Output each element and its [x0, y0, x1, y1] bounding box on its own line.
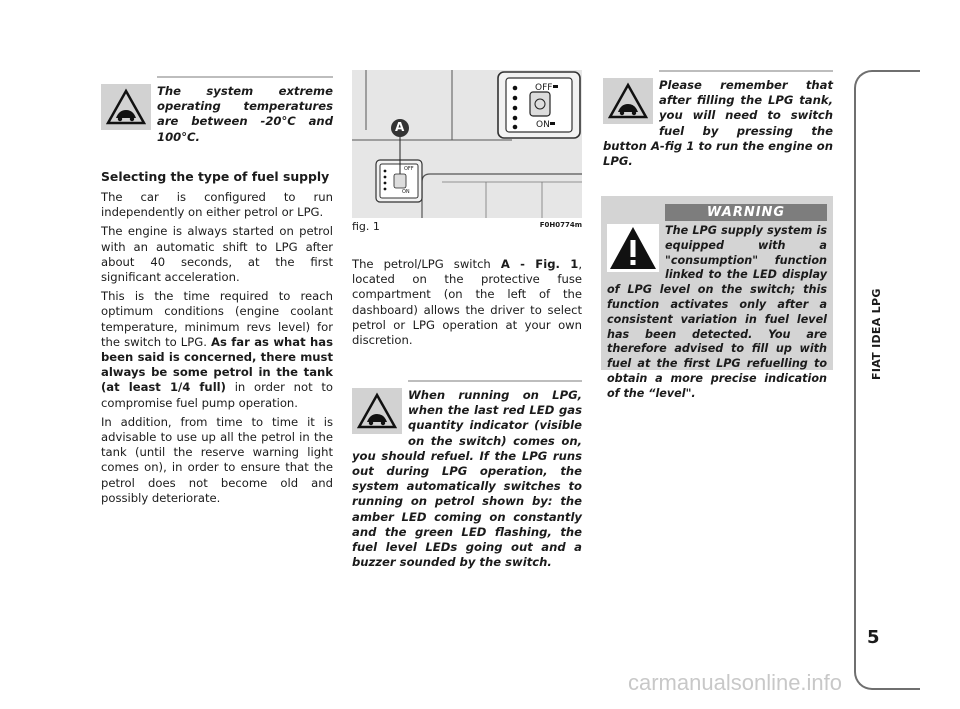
- warning-text: The LPG supply system is equipped with a "consumption" function linked to the LED display of LPG level on the switch; this function activates only after a consistent variation in fuel level has been detected. You are therefore advised to fill up with fuel at the first LPG refuelling to obtain a more precise indication of the “level".: [607, 224, 827, 400]
- refill-note: [603, 70, 833, 169]
- temperature-note-text: The system extreme operating temperatures are between -20°C and 100°C.: [157, 84, 333, 144]
- car-caution-icon: [101, 84, 151, 130]
- column-1: [101, 76, 333, 510]
- warning-box: [601, 196, 833, 400]
- page-number: 5: [867, 627, 880, 648]
- figure-caption: fig. 1: [352, 220, 380, 233]
- paragraph-3-bold: As far as what has been said is concerned, there must always be some petrol in the tank (at least 1/4 full): [101, 334, 334, 395]
- on-label-large: ON: [536, 120, 550, 130]
- off-label-small: OFF: [404, 166, 414, 172]
- switch-paragraph: [352, 257, 582, 348]
- temperature-note: [101, 76, 333, 145]
- car-caution-icon: [603, 78, 653, 124]
- watermark: carmanualsonline.info: [628, 670, 843, 695]
- lpg-running-note: [352, 380, 582, 570]
- section-tab-label: FIAT IDEA LPG: [870, 288, 883, 380]
- warning-title: WARNING: [665, 204, 827, 221]
- on-label-small: ON: [402, 189, 410, 195]
- warning-triangle-icon: [607, 224, 659, 272]
- refill-note-text: Please remember that after filling the LPG tank, you will need to switch fuel by pressing the button A-fig 1 to run the engine on LPG.: [603, 78, 833, 169]
- paragraph-2: The engine is always started on petrol with an automatic shift to LPG after about 40 seconds, at the first significant acceleration.: [101, 224, 333, 285]
- column-2: [352, 257, 582, 352]
- paragraph-4: In addition, from time to time it is advisable to use up all the petrol in the tank (until the reserve warning light comes on), in order to ensure that the petrol does not become old and possibly deteriorate.: [101, 414, 333, 505]
- paragraph-1: The car is configured to run independently on either petrol or LPG.: [101, 190, 333, 220]
- switch-paragraph-b: , located on the protective fuse compartment (on the left of the dashboard) allows the driver to select petrol or LPG operation at your own discretion.: [352, 257, 583, 348]
- figure-caption-row: [352, 220, 582, 233]
- off-label-large: OFF: [535, 83, 553, 93]
- switch-paragraph-a: The petrol/LPG switch: [352, 257, 491, 271]
- marker-a-label: A: [395, 120, 405, 134]
- section-tab: [854, 70, 920, 690]
- paragraph-3-b: in order not to compromise fuel pump operation.: [101, 380, 334, 410]
- car-caution-icon: [352, 388, 402, 434]
- paragraph-3: [101, 289, 333, 411]
- switch-figure-ref: A - Fig. 1: [500, 257, 579, 271]
- lpg-running-note-text: When running on LPG, when the last red LED gas quantity indicator (visible on the switch) comes on, you should refuel. If the LPG runs out during LPG operation, the system automatically switches to running on petrol shown by: the amber LED coming on constantly and the green LED flashing, the fuel level LEDs going out and a buzzer sounded by the switch.: [352, 388, 582, 570]
- figure-code: F0H0774m: [539, 221, 582, 229]
- figure-switch-illustration: [352, 70, 582, 218]
- paragraph-3-a: This is the time required to reach optimum conditions (engine coolant temperature, minimum revs level) for the switch to LPG.: [101, 289, 333, 349]
- section-heading: Selecting the type of fuel supply: [101, 168, 330, 184]
